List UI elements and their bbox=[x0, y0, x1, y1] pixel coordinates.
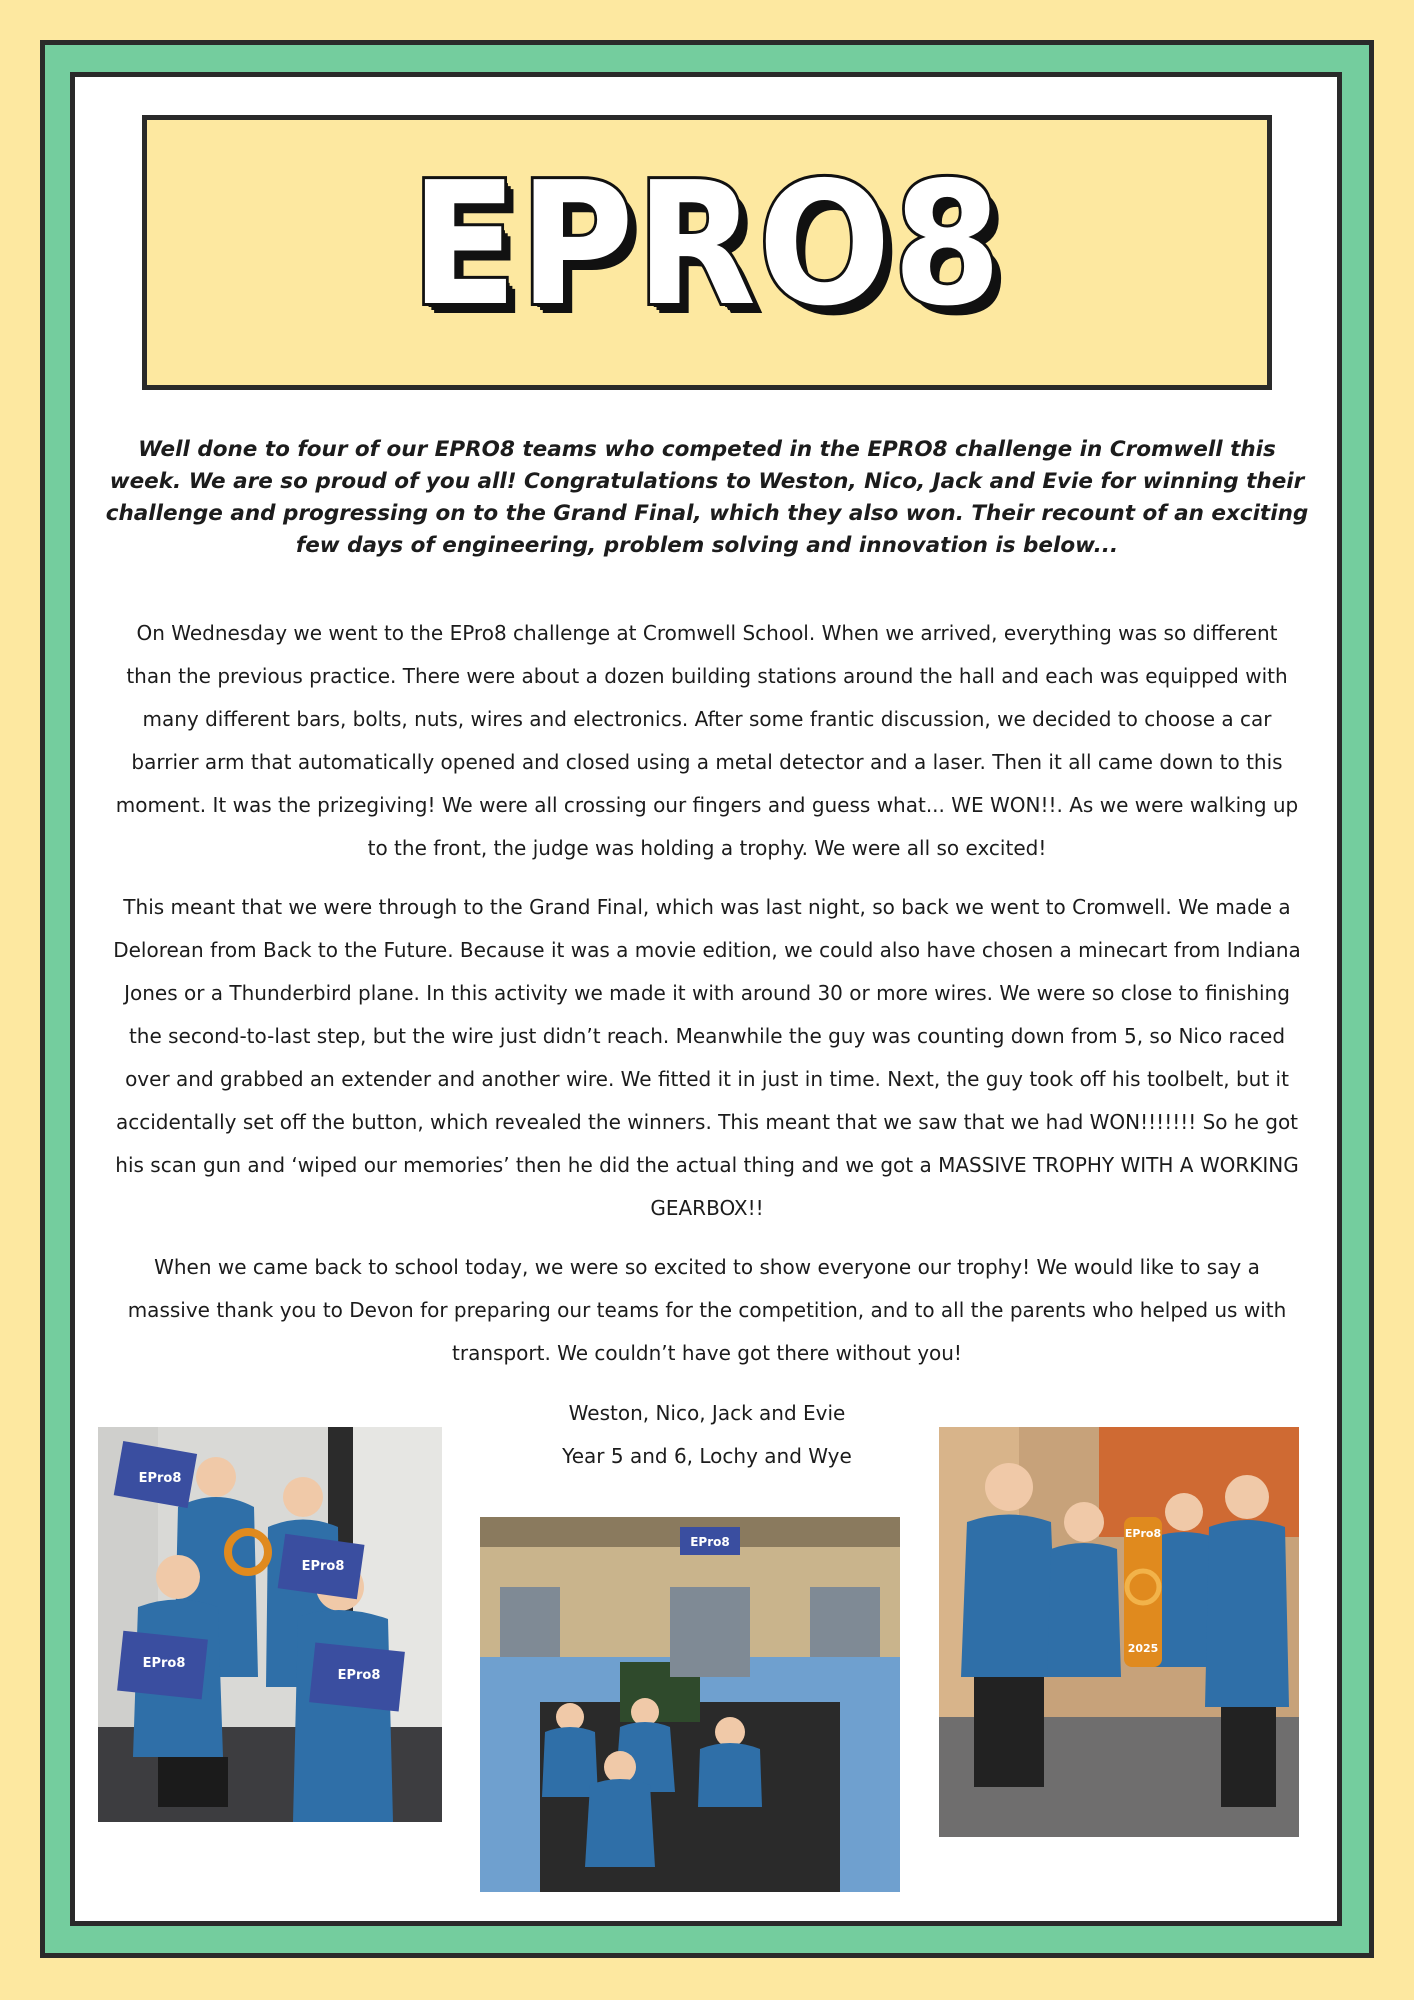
signoff bbox=[500, 1392, 914, 1478]
signoff-class: Year 5 and 6, Lochy and Wye bbox=[562, 1444, 852, 1468]
photo-students-with-certificates bbox=[98, 1427, 442, 1822]
page-title: EPRO8 bbox=[410, 146, 1004, 344]
signoff-names: Weston, Nico, Jack and Evie bbox=[568, 1401, 846, 1425]
title-banner bbox=[142, 115, 1272, 390]
banner-label: EPro8 bbox=[690, 1535, 730, 1549]
poster-label-4: EPro8 bbox=[337, 1668, 381, 1683]
trophy-label: EPro8 bbox=[1124, 1527, 1162, 1540]
photo-students-with-trophy bbox=[939, 1427, 1299, 1837]
paragraph-wednesday: On Wednesday we went to the EPro8 challenge at Cromwell School. When we arrived, everything was so different than the previous practice. There were about a dozen building stations around the hall and each was equipped with many different bars, bolts, nuts, wires and electronics. After some frantic discussion, we decided to choose a car barrier arm that automatically opened and closed using a metal detector and a laser. Then it all came down to this moment. It was the prizegiving! We were all crossing our fingers and guess what... WE WON!!. As we were walking up to the front, the judge was holding a trophy. We were all so excited! bbox=[115, 621, 1299, 860]
paragraph-grand-final: This meant that we were through to the Grand Final, which was last night, so back we went to Cromwell. We made a Delorean from Back to the Future. Because it was a movie edition, we could also have chosen a minecart from Indiana Jones or a Thunderbird plane. In this activity we made it with around 30 or more wires. We were so close to finishing the second-to-last step, but the wire just didn’t reach. Meanwhile the guy was counting down from 5, so Nico raced over and grabbed an extender and another wire. We fitted it in just in time. Next, the guy took off his toolbelt, but it accidentally set off the button, which revealed the winners. This meant that we saw that we had WON!!!!!!! So he got his scan gun and ‘wiped our memories’ then he did the actual thing and we got a MASSIVE TROPHY WITH A WORKING GEARBOX!! bbox=[113, 895, 1301, 1220]
photo-students-in-hall bbox=[480, 1517, 900, 1892]
poster-label-3: EPro8 bbox=[142, 1656, 186, 1671]
poster-label-2: EPro8 bbox=[301, 1559, 345, 1574]
intro-paragraph: Well done to four of our EPRO8 teams who competed in the EPRO8 challenge in Cromwell this week. We are so proud of you all! Congratulations to Weston, Nico, Jack and Evie for winning their challenge and progressing on to the Grand Final, which they also won. Their recount of an exciting few days of engineering, problem solving and innovation is below... bbox=[105, 437, 1309, 558]
paragraph-thank-you: When we came back to school today, we were so excited to show everyone our trophy! We would like to say a massive thank you to Devon for preparing our teams for the competition, and to all the parents who helped us with transport. We couldn’t have got there without you! bbox=[127, 1255, 1287, 1365]
trophy-year: 2025 bbox=[1127, 1642, 1159, 1655]
article-body bbox=[112, 612, 1302, 1391]
poster-label-1: EPro8 bbox=[138, 1471, 182, 1486]
